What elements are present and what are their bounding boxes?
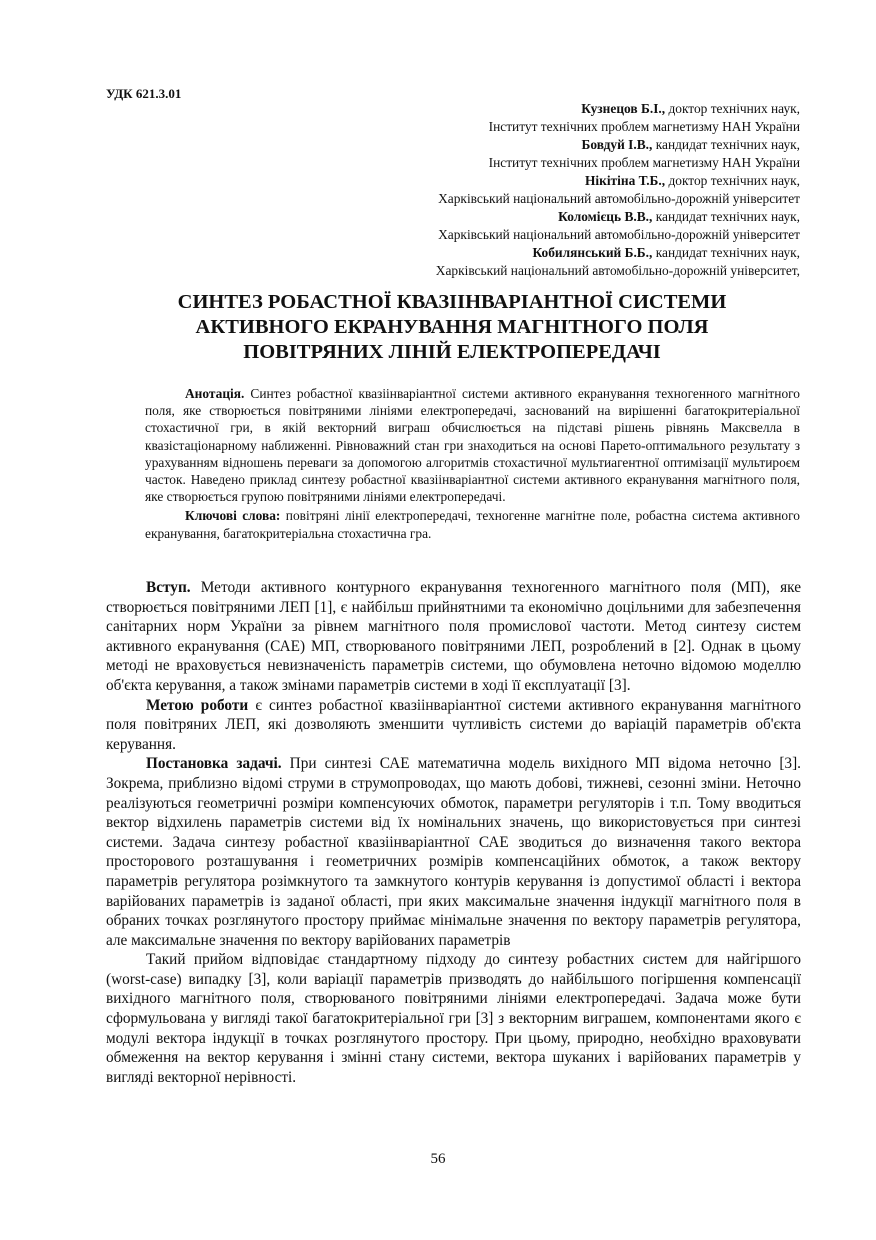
author-entry: Кобилянський Б.Б., кандидат технічних наук, — [532, 245, 800, 260]
problem-paragraph: Постановка задачі. При синтезі САЕ математична модель вихідного МП відома неточно [3]. Зокрема, приблизно відомі струми в струмопроводах, що мають добові, тижневі, сезонні зміни. Неточно реалізуються геометричні розміри компенсуючих обмоток, параметри регуляторів і т.п. Тому вводиться вектор відхилень параметрів системи від їх номінальних значень, що використовується при синтезі системи. Задача синтезу робастної квазіінваріантної САЕ зводиться до визначення такого вектора просторового розташування і геометричних розмірів компенсаційних обмоток, а також вектору параметрів регулятора розімкнутого та замкнутого контурів керування із допустимої області і вектора варійованих параметрів із заданої області, при яких максимальне значення індукції магнітного поля в обраних точках розглянутого простору приймає мінімальне значення по вектору параметрів регулятора, але максимальне значення по вектору варійованих параметрів — [106, 755, 801, 949]
approach-paragraph: Такий прийом відповідає стандартному підходу до синтезу робастних систем для найгіршого (worst-case) випадку [3], коли варіації параметрів призводять до найбільшого погіршення компенсації вихідного магнітного поля, створюваного повітряними лініями електропередачі. Задача може бути сформульована у вигляді такої багатокритеріальної гри [3] з векторним виграшем, компонентами якого є модулі вектора індукції в точках розглянутого простору. При цьому, природно, необхідно враховувати обмеження на вектор керування і змінні стану системи, вектора шуканих і варійованих параметрів у вигляді векторної нерівності. — [106, 951, 801, 1086]
author-entry: Коломієць В.В., кандидат технічних наук, — [558, 209, 800, 224]
title-line: СИНТЕЗ РОБАСТНОЇ КВАЗІІНВАРІАНТНОЇ СИСТЕМИ — [177, 291, 727, 313]
author-affiliation: Інститут технічних проблем магнетизму НАН України — [488, 119, 800, 134]
goal-paragraph: Метою роботи є синтез робастної квазіінваріантної системи активного екранування магнітного поля повітряних ЛЕП, які дозволяють зменшити чутливість системи до варіацій параметрів об'єкта керування. — [106, 696, 801, 753]
intro-paragraph: Вступ. Методи активного контурного екранування техногенного магнітного поля (МП), яке створюється повітряними ЛЕП [1], є найбільш прийнятними та економічно доцільними для забезпечення санітарних норм України за рівнем магнітного поля промислової частоти. Метод синтезу систем активного екранування (САЕ) МП, створюваного повітряними ЛЕП, розроблений в [2]. Однак в цьому методі не враховується невизначеність параметрів системи, що обумовлена неточно відомою моделлю об'єкта керування, а також змінами параметрів системи в ході її експлуатації [3]. — [106, 579, 801, 694]
author-entry: Бовдуй І.В., кандидат технічних наук, — [581, 137, 800, 152]
title-line: АКТИВНОГО ЕКРАНУВАННЯ МАГНІТНОГО ПОЛЯ — [195, 316, 709, 338]
udc-code: УДК 621.3.01 — [106, 86, 182, 101]
page-number: 56 — [430, 1151, 446, 1167]
abstract-block — [145, 385, 800, 542]
author-entry: Нікітіна Т.Б., доктор технічних наук, — [584, 173, 800, 188]
title-line: ПОВІТРЯНИХ ЛІНІЙ ЕЛЕКТРОПЕРЕДАЧІ — [243, 341, 661, 363]
paper-title — [106, 290, 798, 365]
author-entry: Кузнецов Б.І., доктор технічних наук, — [581, 101, 800, 116]
author-affiliation: Харківський національний автомобільно-дорожній університет, — [435, 263, 800, 278]
author-list — [280, 100, 800, 280]
abstract: Анотація. Синтез робастної квазіінваріантної системи активного екранування техногенного магнітного поля, яке створюється повітряними лініями електропередачі, заснований на вирішенні багатокритеріальної стохастичної гри, в якій векторний виграш обчислюється на підставі рішень рівнянь Максвелла в квазістаціонарному наближенні. Рівноважний стан гри знаходиться на основі Парето-оптимального результату з урахуванням відношень переваги за допомогою алгоритмів стохастичної мультиагентної оптимізації мультироєм часток. Наведено приклад синтезу робастної квазіінваріантної системи активного екранування магнітного поля, яке створюється групою повітряними лініями електропередачі. — [145, 386, 800, 505]
author-affiliation: Харківський національний автомобільно-дорожній університет — [438, 227, 800, 242]
author-affiliation: Інститут технічних проблем магнетизму НАН України — [488, 155, 800, 170]
body-text — [106, 578, 801, 1087]
author-affiliation: Харківський національний автомобільно-дорожній університет — [438, 191, 800, 206]
keywords: Ключові слова: повітряні лінії електропередачі, техногенне магнітне поле, робастна система активного екранування, багатокритеріальна стохастична гра. — [145, 508, 800, 541]
